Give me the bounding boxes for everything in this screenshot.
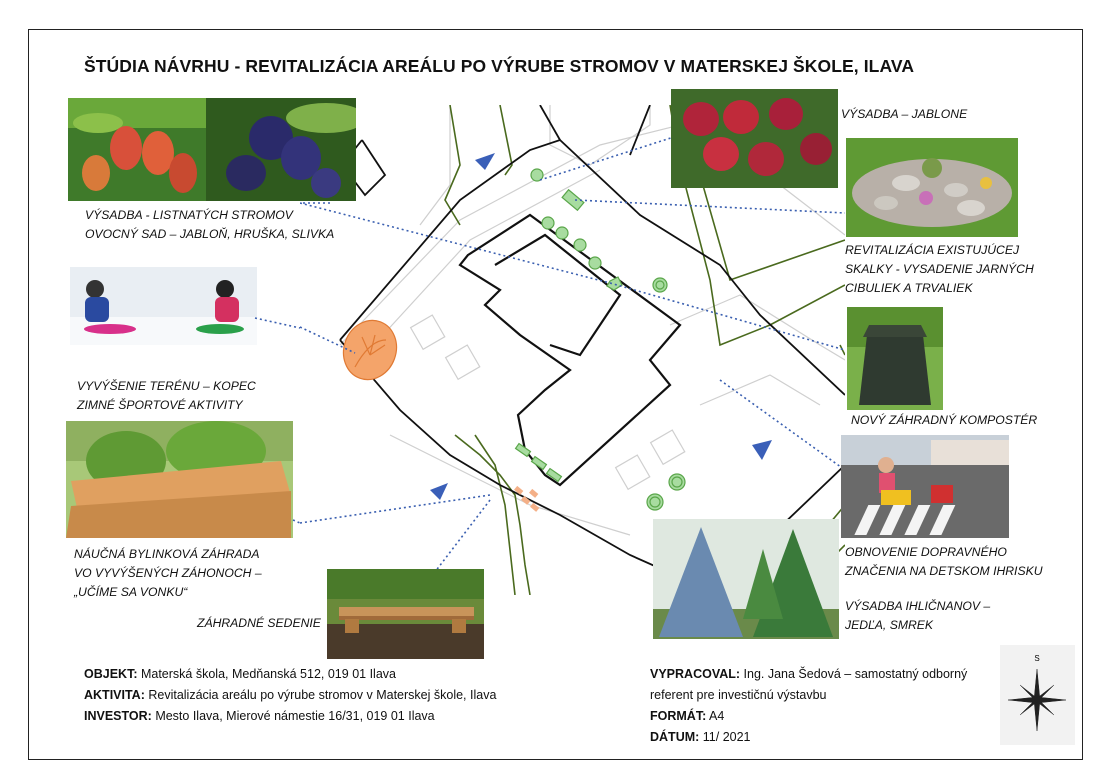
- caption-conifers: [845, 597, 990, 635]
- caption-line: NÁUČNÁ BYLINKOVÁ ZÁHRADA: [74, 547, 260, 561]
- caption-line: REVITALIZÁCIA EXISTUJÚCEJ: [845, 243, 1020, 257]
- herb-bed-photo: [66, 421, 293, 538]
- caption-line: SKALKY - VYSADENIE JARNÝCH: [845, 262, 1034, 276]
- vypracoval-label: VYPRACOVAL:: [650, 667, 741, 681]
- objekt-value: Materská škola, Medňanská 512, 019 01 Ilava: [137, 667, 396, 681]
- investor-row: [84, 706, 496, 727]
- bench-photo: [327, 569, 484, 659]
- datum-value: 11/ 2021: [699, 730, 751, 744]
- format-value: A4: [706, 709, 725, 723]
- vypracoval-value: Ing. Jana Šedová – samostatný odborný: [740, 667, 968, 681]
- caption-line: ZIMNÉ ŠPORTOVÉ AKTIVITY: [77, 398, 243, 412]
- plum-photo: [206, 98, 356, 201]
- compass-icon: [1000, 645, 1075, 745]
- conifers-photo: [653, 519, 839, 639]
- caption-line: NOVÝ ZÁHRADNÝ KOMPOSTÉR: [851, 413, 1038, 427]
- caption-line: JEDĽA, SMREK: [845, 618, 934, 632]
- rockery-photo: [846, 138, 1018, 237]
- caption-line: OBNOVENIE DOPRAVNÉHO: [845, 545, 1007, 559]
- caption-line: VÝSADBA – JABLONE: [841, 107, 968, 121]
- page-title: ŠTÚDIA NÁVRHU - REVITALIZÁCIA AREÁLU PO VÝRUBE STROMOV V MATERSKEJ ŠKOLE, ILAVA: [84, 56, 915, 76]
- caption-bench: [197, 614, 321, 633]
- caption-rockery: [845, 241, 1034, 298]
- caption-line: VO VYVÝŠENÝCH ZÁHONOCH –: [74, 566, 262, 580]
- format-label: FORMÁT:: [650, 709, 707, 723]
- vypracoval-row-2: referent pre investičnú výstavbu: [650, 688, 827, 702]
- project-info-left: [84, 664, 496, 727]
- investor-label: INVESTOR:: [84, 709, 152, 723]
- datum-row: [650, 727, 967, 748]
- playground-traffic-photo: [841, 435, 1009, 538]
- apple-photo: [671, 89, 838, 188]
- format-row: [650, 706, 967, 727]
- caption-line: „UČÍME SA VONKU“: [74, 585, 188, 599]
- sled-photo: [70, 267, 257, 345]
- caption-line: OVOCNÝ SAD – JABLOŇ, HRUŠKA, SLIVKA: [85, 227, 335, 241]
- caption-orchard: [85, 206, 334, 244]
- datum-label: DÁTUM:: [650, 730, 700, 744]
- caption-hill: [77, 377, 256, 415]
- caption-line: VYVÝŠENIE TERÉNU – KOPEC: [77, 379, 256, 393]
- compass-label: S: [1034, 654, 1040, 663]
- pear-photo: [68, 98, 206, 201]
- vypracoval-row: [650, 664, 967, 685]
- composter-photo: [847, 307, 943, 410]
- caption-apples: [841, 105, 967, 124]
- caption-line: CIBULIEK A TRVALIEK: [845, 281, 973, 295]
- aktivita-label: AKTIVITA:: [84, 688, 145, 702]
- caption-line: VÝSADBA - LISTNATÝCH STROMOV: [85, 208, 293, 222]
- caption-traffic: [845, 543, 1043, 581]
- aktivita-row: [84, 685, 496, 706]
- aktivita-value: Revitalizácia areálu po výrube stromov v Materskej škole, Ilava: [144, 688, 497, 702]
- objekt-row: [84, 664, 496, 685]
- caption-compost: [851, 411, 1037, 430]
- investor-value: Mesto Ilava, Mierové námestie 16/31, 019 01 Ilava: [151, 709, 435, 723]
- project-info-right: [650, 664, 967, 748]
- caption-line: VÝSADBA IHLIČNANOV –: [845, 599, 991, 613]
- caption-line: ZNAČENIA NA DETSKOM IHRISKU: [845, 564, 1043, 578]
- caption-herbs: [74, 545, 262, 602]
- caption-line: ZÁHRADNÉ SEDENIE: [197, 616, 321, 630]
- objekt-label: OBJEKT:: [84, 667, 138, 681]
